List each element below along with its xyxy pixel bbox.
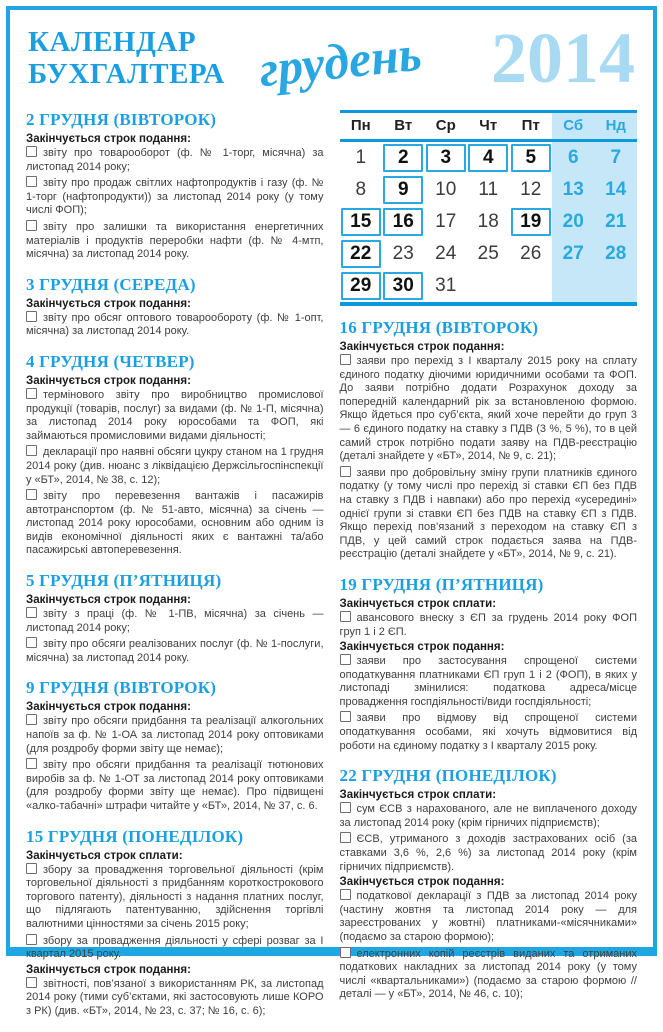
right-column — [340, 108, 638, 1032]
date-title: 5 ГРУДНЯ (П’ЯТНИЦЯ) — [26, 571, 222, 591]
deadline-item-text: заяви про застосування спрощеної системи оподаткування платниками ЄП груп 1 і 2 (ФОП), в яких у листопаді змінилися: податкова адреса/місце провадження госпдіяльності/види госпдіяльності; — [339, 655, 637, 708]
day-number: 7 — [610, 147, 622, 168]
checkbox-icon — [26, 637, 37, 648]
deadline-item-text: термінового звіту про виробництво промислової продукції (товарів, послуг) за видами (ф. № 1-П, місячна) за листопад 2014 року юрособами та ФОП, які займаються промисловими видами діяльності; — [26, 388, 324, 442]
day-number: 14 — [605, 179, 627, 200]
deadline-type-label: Закінчується строк подання: — [26, 133, 191, 145]
day-cell — [510, 142, 553, 174]
day-cell — [340, 238, 383, 270]
day-cell — [340, 174, 383, 206]
date-title: 4 ГРУДНЯ (ЧЕТВЕР) — [26, 351, 195, 371]
deadline-item-text: звіту про перевезення вантажів і пасажирів автотранспортом (ф. № 51-авто, місячна) за січень — листопад 2014 року юрособами, основним або одним із видів економічної діяльності яких є вантажні та/або пасажирські автоперевезення. — [26, 490, 324, 557]
dow-header: Пт — [510, 113, 553, 142]
checkbox-icon — [340, 611, 351, 622]
deadline-item — [26, 445, 324, 487]
day-section — [340, 318, 638, 562]
deadline-item — [26, 607, 324, 635]
deadline-type-label: Закінчується строк подання: — [26, 701, 191, 714]
deadline-item-text: сум ЄСВ з нарахованого, але не виплаченого доходу за листопад 2014 року (крім гірничих підприємств); — [339, 803, 637, 829]
deadline-item-text: заяви про добровільну зміну групи платників єдиного податку (у тому числі про перехід зі ставки ЄП без ПДВ на ставку з ПДВ і навпаки) або про перехід «усередині» однієї групи зі ставки ЄП без ПДВ на ставку ЄП з ПДВ. Якщо перехід пов’язаний з переходом на ставку ЄП з ПДВ, у цей самий строк подається заява на ПДВ-реєстрацію (деталі знайдете у «БТ», 2014, № 9, с. 21). — [339, 466, 637, 561]
deadline-item-text: збору за провадження торговельної діяльності (крім торговельної діяльності з придбанням короткострокового торгового патенту), діяльності з надання платних послуг, що підлягають патентуванню, здійснення торгівлі валютними цінностями за січень 2015 року; — [26, 863, 324, 930]
day-cell — [552, 142, 595, 174]
deadline-item-text: звіту про обсяги придбання та реалізації тютюнових виробів за ф. № 1-ОТ за листопад 2014 року оптовиками (для роздробу форми звіту ще немає). Про підвищені «алко-табачні» штрафи читайте у «БТ», 2014, № 37, с. 6. — [26, 759, 324, 812]
deadline-item — [340, 466, 638, 562]
checkbox-icon — [26, 977, 37, 988]
deadline-item-text: звітності, пов’язаної з використанням РК, за листопад 2014 року (тими суб’єктами, які застосовують лише КОРО з РК) (див. «БТ», 2014, № 23, с. 37; № 16, с. 6); — [26, 977, 324, 1017]
deadline-type-label: Закінчується строк подання: — [26, 297, 191, 310]
dow-header: Пн — [340, 113, 383, 142]
day-cell — [467, 174, 510, 206]
deadline-date-box: 29 — [341, 272, 381, 300]
day-section — [26, 678, 324, 813]
day-cell — [552, 174, 595, 206]
page-title-line1: КАЛЕНДАР — [28, 26, 197, 58]
date-title: 16 ГРУДНЯ (ВІВТОРОК) — [339, 318, 539, 337]
deadline-date-box: 16 — [383, 208, 423, 236]
day-cell — [510, 174, 553, 206]
day-section — [26, 110, 324, 262]
deadline-item-text: звіту про товарооборот (ф. № 1-торг, місячна) за листопад 2014 року; — [26, 147, 324, 173]
content-columns — [10, 102, 653, 1032]
deadline-item — [26, 977, 324, 1019]
deadline-type-label: Закінчується строк подання: — [339, 641, 505, 654]
checkbox-icon — [26, 220, 37, 231]
right-column-sections — [340, 318, 638, 1002]
day-number: 25 — [477, 243, 499, 264]
date-title: 9 ГРУДНЯ (ВІВТОРОК) — [26, 678, 217, 698]
deadline-date-box: 22 — [341, 240, 381, 268]
date-title: 19 ГРУДНЯ (П’ЯТНИЦЯ) — [339, 574, 544, 594]
checkbox-icon — [26, 934, 37, 945]
day-number: 1 — [355, 147, 367, 168]
deadline-type-label: Закінчується строк подання: — [339, 341, 505, 353]
deadline-item — [340, 654, 638, 709]
date-title: 3 ГРУДНЯ (СЕРЕДА) — [26, 274, 196, 294]
day-section — [26, 827, 324, 1019]
checkbox-icon — [340, 466, 351, 477]
day-cell — [340, 142, 383, 174]
day-number: 27 — [562, 243, 584, 264]
checkbox-icon — [26, 445, 37, 456]
deadline-item-text: звіту з праці (ф. № 1-ПВ, місячна) за січень — листопад 2014 року; — [26, 608, 324, 634]
day-cell — [595, 142, 638, 174]
month-label: грудень — [256, 24, 424, 98]
deadline-item — [26, 489, 324, 558]
day-section — [26, 352, 324, 558]
day-number: 23 — [392, 243, 414, 264]
deadline-item-text: електронних копій реєстрів виданих та отриманих податкових накладних за листопад 2014 року (у тому числі «квартальниками») (подаємо за старою формою // деталі — у «БТ», 2014, № 46, с. 10); — [339, 947, 637, 1001]
day-cell — [340, 206, 383, 238]
checkbox-icon — [340, 654, 351, 665]
deadline-item — [340, 947, 638, 1002]
day-cell — [382, 270, 425, 302]
deadline-item-text: ЄСВ, утриманого з доходів застрахованих осіб (за ставками 3,6 %, 2,6 %) за листопад 2014 року (крім гірничих підприємств). — [339, 833, 637, 873]
deadline-item-text: авансового внеску з ЄП за грудень 2014 року ФОП груп 1 і 2 ЄП. — [339, 611, 637, 638]
day-cell — [425, 142, 468, 174]
day-cell — [425, 270, 468, 302]
day-cell — [552, 206, 595, 238]
day-cell — [467, 206, 510, 238]
day-section — [26, 275, 324, 339]
page-title — [28, 26, 225, 91]
calendar-page — [6, 6, 657, 1017]
day-cell — [382, 238, 425, 270]
month-calendar — [340, 110, 638, 306]
checkbox-icon — [340, 947, 351, 958]
deadline-item-text: звіту про продаж світлих нафтопродуктів і газу (ф. № 1-торг (нафтопродукти)) за листопад 2014 року (у тому числі ФОП); — [26, 177, 324, 217]
day-cell — [425, 206, 468, 238]
deadline-item — [26, 311, 324, 339]
day-number: 26 — [520, 243, 542, 264]
deadline-item-text: звіту про обсяг оптового товарообороту (ф. № 1-опт, місячна) за листопад 2014 року. — [26, 311, 324, 338]
day-number: 13 — [562, 179, 584, 200]
day-number: 12 — [520, 179, 542, 200]
day-cell — [467, 238, 510, 270]
day-number: 18 — [477, 211, 499, 232]
deadline-item — [340, 354, 638, 464]
day-cell — [382, 142, 425, 174]
checkbox-icon — [340, 832, 351, 843]
checkbox-icon — [26, 388, 37, 399]
checkbox-icon — [26, 311, 37, 322]
deadline-item — [26, 863, 324, 932]
day-cell — [382, 174, 425, 206]
checkbox-icon — [26, 489, 37, 500]
deadline-item — [26, 637, 324, 665]
deadline-item — [26, 934, 324, 962]
day-cell — [552, 270, 595, 302]
deadline-item — [26, 176, 324, 218]
calendar-grid — [340, 113, 638, 302]
deadline-type-label: Закінчується строк подання: — [339, 876, 505, 889]
day-cell — [425, 238, 468, 270]
day-cell — [510, 206, 553, 238]
day-section — [340, 766, 638, 1002]
date-title: 2 ГРУДНЯ (ВІВТОРОК) — [26, 110, 217, 129]
deadline-item — [26, 220, 324, 262]
date-title: 15 ГРУДНЯ (ПОНЕДІЛОК) — [26, 826, 244, 846]
dow-header: Нд — [595, 113, 638, 142]
day-cell — [595, 206, 638, 238]
deadline-item — [26, 146, 324, 174]
day-cell — [467, 270, 510, 302]
deadline-item-text: звіту про обсяги реалізованих послуг (ф. № 1-послуги, місячна) за листопад 2014 року. — [26, 638, 324, 664]
day-cell — [595, 238, 638, 270]
deadline-item-text: звіту про залишки та використання енергетичних матеріалів і продуктів переробки нафти (ф. № 4-мтп, місячна) за листопад 2014 року. — [26, 220, 324, 261]
deadline-type-label: Закінчується строк подання: — [26, 594, 191, 607]
dow-header: Чт — [467, 113, 510, 142]
checkbox-icon — [26, 863, 37, 874]
deadline-item-text: звіту про обсяги придбання та реалізації алкогольних напоїв за ф. № 1-ОА за листопад 2014 року оптовиками (для роздробу форми звіту ще немає); — [26, 715, 324, 755]
day-cell — [595, 270, 638, 302]
deadline-item — [26, 388, 324, 443]
day-cell — [382, 206, 425, 238]
checkbox-icon — [340, 354, 351, 365]
day-section — [26, 571, 324, 665]
day-number: 11 — [478, 179, 499, 200]
day-cell — [552, 238, 595, 270]
deadline-item — [340, 832, 638, 874]
deadline-type-label: Закінчується строк подання: — [26, 374, 191, 387]
deadline-item — [340, 711, 638, 753]
day-number: 21 — [605, 211, 627, 232]
checkbox-icon — [340, 802, 351, 813]
deadline-date-box: 5 — [511, 144, 551, 172]
deadline-date-box: 30 — [383, 272, 423, 300]
deadline-item — [340, 611, 638, 639]
dow-header: Сб — [552, 113, 595, 142]
day-cell — [340, 270, 383, 302]
deadline-item-text: податкової декларації з ПДВ за листопад 2014 року (частину жовтня та листопад 2014 року — для зареєстрованих у жовтні) платниками-«місячниками» (подаємо за старою формою); — [339, 890, 637, 943]
deadline-item-text: декларації про наявні обсяги цукру станом на 1 грудня 2014 року (див. нюанс з ліквідацією Держсільгоспінспекції у «БТ», 2014, № 38, с. 12); — [26, 446, 324, 486]
checkbox-icon — [340, 889, 351, 900]
checkbox-icon — [26, 176, 37, 187]
deadline-item — [26, 714, 324, 756]
deadline-item — [340, 802, 638, 830]
day-number: 10 — [435, 179, 457, 200]
day-cell — [510, 270, 553, 302]
day-section — [340, 575, 638, 753]
deadline-date-box: 19 — [511, 208, 551, 236]
checkbox-icon — [26, 758, 37, 769]
day-cell — [425, 174, 468, 206]
deadline-type-label: Закінчується строк подання: — [26, 963, 191, 976]
deadline-date-box: 9 — [383, 176, 423, 204]
page-header — [10, 10, 653, 102]
day-number: 28 — [605, 243, 627, 264]
day-number: 6 — [567, 147, 579, 168]
day-number: 20 — [562, 211, 584, 232]
left-column — [26, 108, 324, 1032]
deadline-date-box: 15 — [341, 208, 381, 236]
deadline-type-label: Закінчується строк сплати: — [339, 789, 497, 802]
day-cell — [467, 142, 510, 174]
day-cell — [595, 174, 638, 206]
deadline-type-label: Закінчується строк сплати: — [339, 597, 497, 610]
page-title-line2: БУХГАЛТЕРА — [28, 58, 225, 91]
deadline-date-box: 3 — [426, 144, 466, 172]
deadline-type-label: Закінчується строк сплати: — [26, 849, 183, 862]
dow-header: Ср — [425, 113, 468, 142]
deadline-item — [26, 758, 324, 813]
day-cell — [510, 238, 553, 270]
checkbox-icon — [26, 607, 37, 618]
day-number: 31 — [435, 275, 457, 296]
deadline-item-text: збору за провадження діяльності у сфері розваг за I квартал 2015 року. — [26, 934, 324, 961]
checkbox-icon — [26, 146, 37, 157]
checkbox-icon — [340, 711, 351, 722]
deadline-item-text: заяви про відмову від спрощеної системи оподаткування особами, які хочуть відмовитися від роботи на єдиному податку з I кварталу 2015 року. — [339, 712, 637, 752]
deadline-item — [340, 889, 638, 944]
deadline-date-box: 2 — [383, 144, 423, 172]
deadline-date-box: 4 — [468, 144, 508, 172]
date-title: 22 ГРУДНЯ (ПОНЕДІЛОК) — [339, 766, 557, 786]
day-number: 8 — [355, 179, 367, 200]
day-number: 24 — [435, 243, 457, 264]
day-number: 17 — [435, 211, 457, 232]
year-label: 2014 — [491, 18, 635, 98]
dow-header: Вт — [382, 113, 425, 142]
checkbox-icon — [26, 714, 37, 725]
deadline-item-text: заяви про перехід з I кварталу 2015 року на сплату єдиного податку діючими юридичними особами та ФОП. До заяви потрібно додати Розрахунок доходу за попередній календарний рік за встановленою формою. Якщо йдеться про суб’єкта, який хоче перейти до груп 3 — 6 єдиного податку на ставку з ПДВ (3 %, 5 %), то в цей самий строк потрібно подати заяву на ПДВ-реєстрацію (деталі знайдете у «БТ», 2014, № 9, с. 21); — [339, 355, 637, 463]
